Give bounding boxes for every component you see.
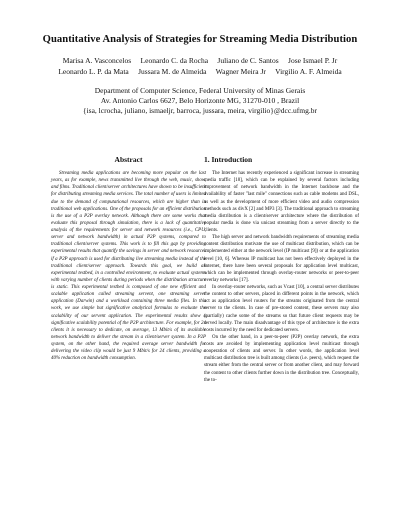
intro-paragraph-1: The Internet has recently experienced a significant increase in streaming media traffic [18], which can be explained by several factors including improvement of network bandwidth in the Internet backbone and the availability of faster "last mile" connections such as cable modems and DSL, as well as the development of more efficient video and audio compression methods such as divX [2] and MP3 [3]. The traditional approach to streaming media distribution is a client/server architecture where the distribution of popular media is done via unicast streaming from a server directly to the clients. (204, 171, 359, 233)
intro-paragraph-2: The high server and network bandwidth requirements of streaming media content distribution motivate the use of multicast distribution, which can be implemented either at the network level (IP multicast [9]) or at the application level [10, 6]. Whereas IP multicast has not been effectively deployed in the Internet, there have been several proposals for application level multicast, which can be implemented through overlay-router networks or peer-to-peer overlay networks [17]. (204, 235, 359, 283)
author-row-2: Leonardo L. P. da Mata Jussara M. de Almeida Wagner Meira Jr Virgilio A. F. Almeida (58, 66, 342, 76)
introduction-heading: 1. Introduction (204, 155, 253, 164)
affiliation-department: Department of Computer Science, Federal University of Minas Gerais (94, 86, 306, 95)
abstract-column (51, 155, 206, 362)
affiliation-emails: {isa, lcrocha, juliano, ismaeljr, barroca, jussara, meira, virgilio}@dcc.ufmg.br (82, 106, 317, 116)
intro-paragraph-3: In overlay-router networks, such as Vcast [10], a central server distributes the content to other servers, placed in different points in the network, which act as application level routers for the streams originated from the central server to the clients. In case of pre-stored content, these servers may also (partially) cache some of the streams so that future client requests may be served locally. The main disadvantage of this type of architecture is the extra costs incurred by the need for dedicated servers. (204, 285, 359, 333)
intro-paragraph-4: On the other hand, in a peer-to-peer (P2P) overlay network, the extra costs are avoided by implementing application level multicast through cooperation of clients and server. In other words, the application level multicast distribution tree is built among clients (i.e. peers), which request the stream either from the central server or from another client, and may forward the content to other clients further down in the distribution tree. Conceptually, the to- (204, 334, 359, 383)
affiliation (0, 86, 400, 117)
affiliation-address: Av. Antonio Carlos 6627, Belo Horizonte MG, 31270-010 , Brazil (100, 96, 300, 106)
introduction-column (204, 155, 359, 384)
author-row-1: Marisa A. Vasconcelos Leonardo C. da Rocha Juliano de C. Santos Jose Ismael P. Jr (62, 56, 338, 65)
abstract-heading: Abstract (114, 155, 143, 164)
abstract-text: Streaming media applications are becoming more popular on the last years, as for example, news transmitted live through the web, music, show, and films. Traditional client/server architectures have shown to be insufficient for distributing streaming media services. The total number of users is limited due to the demand of computational resources, which are higher than in traditional web applications. One of the proposals for an efficient distribution is the use of a P2P overlay network. Although there are some works that evaluate this proposal through simulation, there is a lack of quantitative analysis of the requirements for server and network resources (i.e., CPU, server and network bandwidth) in actual P2P systems, compared to traditional client/server systems. This work is to fill this gap by providing experimental results that quantify the savings in server and network resources if a P2P approach is used for distributing live streaming media instead of the traditional client/server approach. Towards this goal, we build an experimental testbed, in a controlled environment, to evaluate actual systems with varying number of clients during periods when the distribution structure is static. This experimental testbed is composed of one new efficient and scalable application called streaming servent, one streaming server application (Darwin) and a workload containing three media files. In this work, we use simple but significative analytical formulas to evaluate the scalability of our servent application. The experimental results show a significative scalability potential of the P2P architecture. For example, for 24 clients it is necessary to dedicate, on average, 13 Mbit/s of its available network bandwidth to deliver the stream in a client/server system. In a P2P system, on the other hand, the required average server bandwidth for delivering the video clip would be just 9 Mbit/s for 24 clients, providing a 40% reduction on bandwidth consumption. (51, 171, 206, 362)
author-list (0, 56, 400, 77)
paper-title: Quantitative Analysis of Strategies for Streaming Media Distribution (42, 34, 358, 45)
